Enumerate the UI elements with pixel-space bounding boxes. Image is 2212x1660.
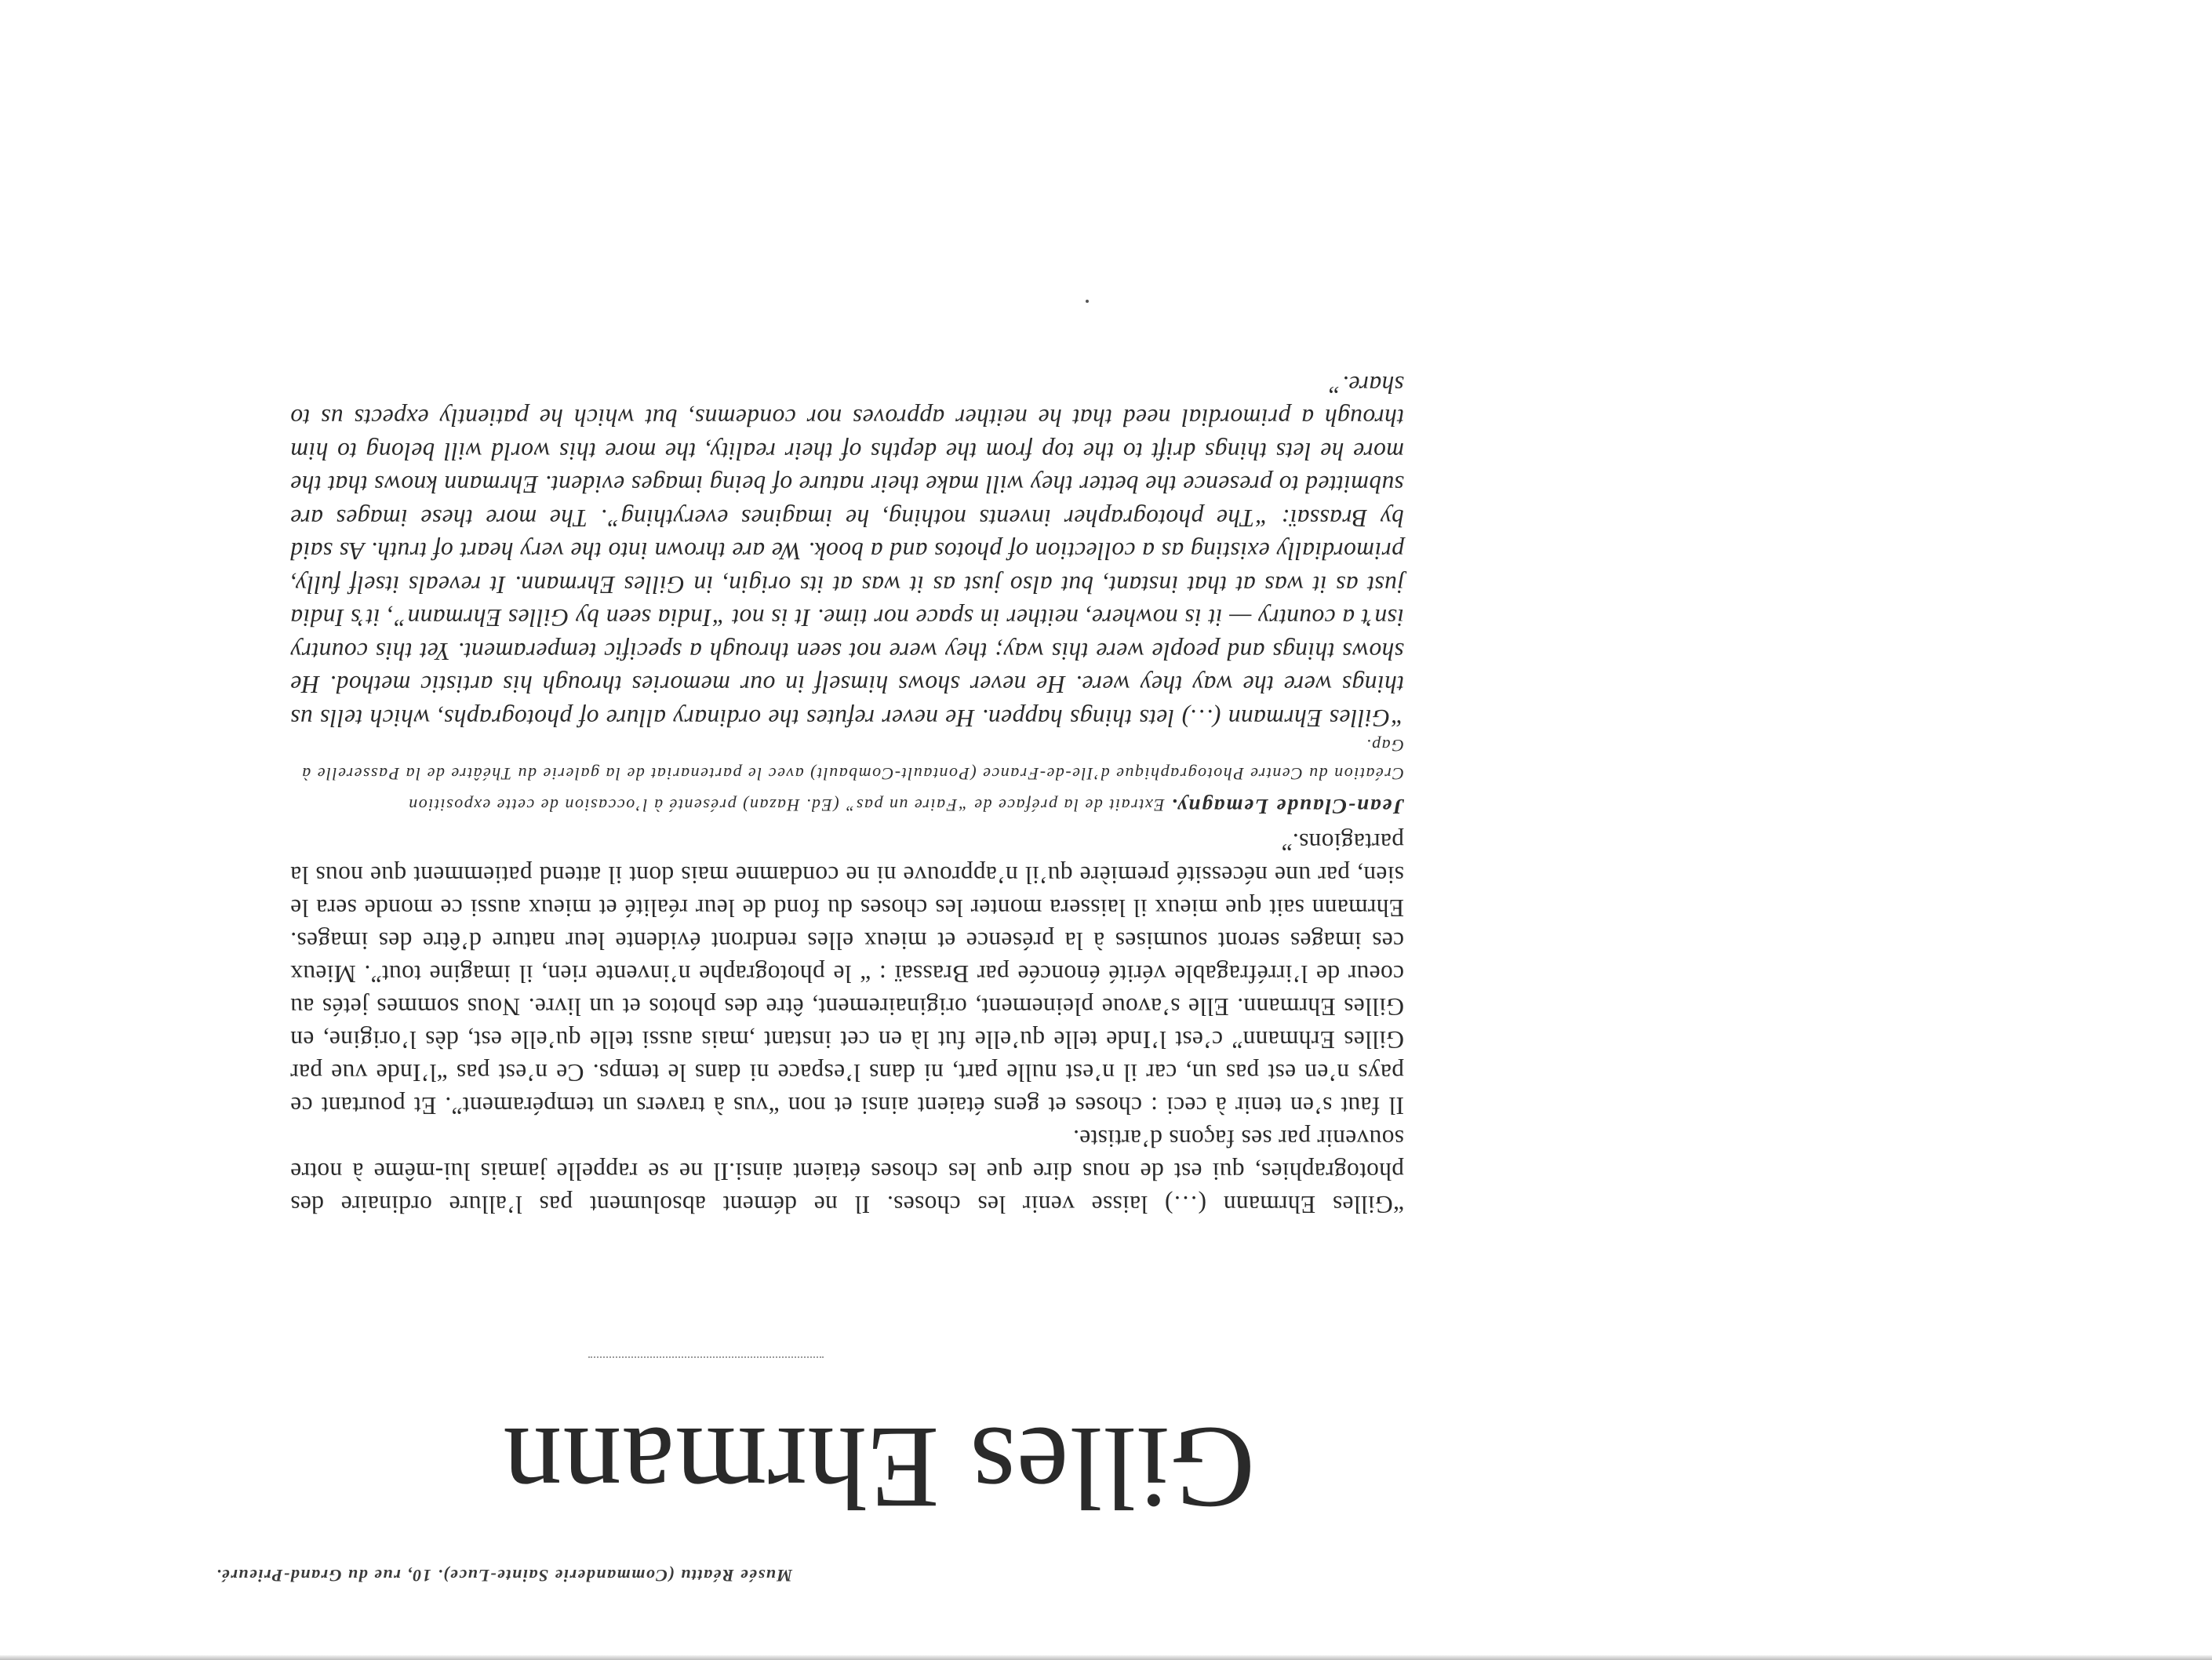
french-paragraph-1: “Gilles Ehrmann (…) laisse venir les choses. Il ne dément absolument pas l’allure ordinaire des photographies, qui est de nous dire que les choses étaient ainsi.Il ne se rappelle jamais lui-même à notre souvenir par ses façons d’artiste. xyxy=(290,1125,1404,1218)
creation-credit: Création du Centre Photographique d’Ile-de-France (Pontault-Combault) avec le partenariat de la galerie du Théâtre de la Passerelle à Gap. xyxy=(300,736,1404,784)
english-text-block: “Gilles Ehrmann (…) lets things happen. He never refutes the ordinary allure of photographs, which tells us things were the way they were. He never shows himself in our memories through his artistic method. He shows things and people were this way; they were not seen through a specific temperament. Yet this country isn’t a country — it is nowhere, neither in space nor time. It is not “India seen by Gilles Ehrmann”, it’s India just as it was at that instant, but also just as it was at its origin, in Gilles Ehrmann. It reveals itself fully, primordially existing as a collection of photos and a book. We are thrown into the very heart of truth. As said by Brassaï: “The photographer invents nothing, he imagines everything”. The more these images are submitted to presence the better they will make their nature of being images evident. Ehrmann knows that the more he lets things drift to the top from the depths of their reality, the more this world will belong to him through a primordial need that he neither approves nor condemns, but which he patiently expects us to share.” xyxy=(290,371,1404,732)
author-line xyxy=(290,791,1404,821)
page-title: Gilles Ehrmann xyxy=(502,1403,1255,1533)
author-name: Jean-Claude Lemagny. xyxy=(1170,795,1404,818)
museum-address: Musée Réattu (Commanderie Sainte-Luce). 10, rue du Grand-Prieuré. xyxy=(215,1566,792,1585)
french-text-block xyxy=(290,825,1404,1221)
title-divider xyxy=(588,1356,824,1358)
credit-block xyxy=(290,731,1404,821)
print-speck xyxy=(1086,300,1089,303)
page-edge-rule xyxy=(0,1655,2212,1660)
french-paragraph-2: Il faut s’en tenir à ceci : choses et gens étaient ainsi et non “vus à travers un tempérament”. Et pourtant ce pays n’en est pas un, car il n’est nulle part, ni dans l’espace ni dans le temps. Ce n’est pas “l’Inde vue par Gilles Erhmann” c’est l’Inde telle qu’elle fut là en cet instant ,mais aussi telle qu’elle est, dès l’origine, en Gilles Ehrmann. Elle s’avoue pleinement, originairement, être des photos et un livre. Nous sommes jetés au coeur de l’irréfragable vérité énoncée par Brassaï : “ le photographe n’invente rien, il imagine tout”. Mieux ces images seront soumises à la présence et mieux elles rendront évidente leur nature d’être des images. Ehrmann sait que mieux il laissera monter les choses du fond de leur réalité et mieux aussi ce monde sera le sien, par une nécessité première qu’il n’approuve ni ne condamne mais dont il attend patiemment que nous la partagions.” xyxy=(290,828,1404,1119)
preface-source: Extrait de la préface de “Faire un pas” (Ed. Hazan) présenté à l’occasion de cette exposition xyxy=(407,795,1165,815)
